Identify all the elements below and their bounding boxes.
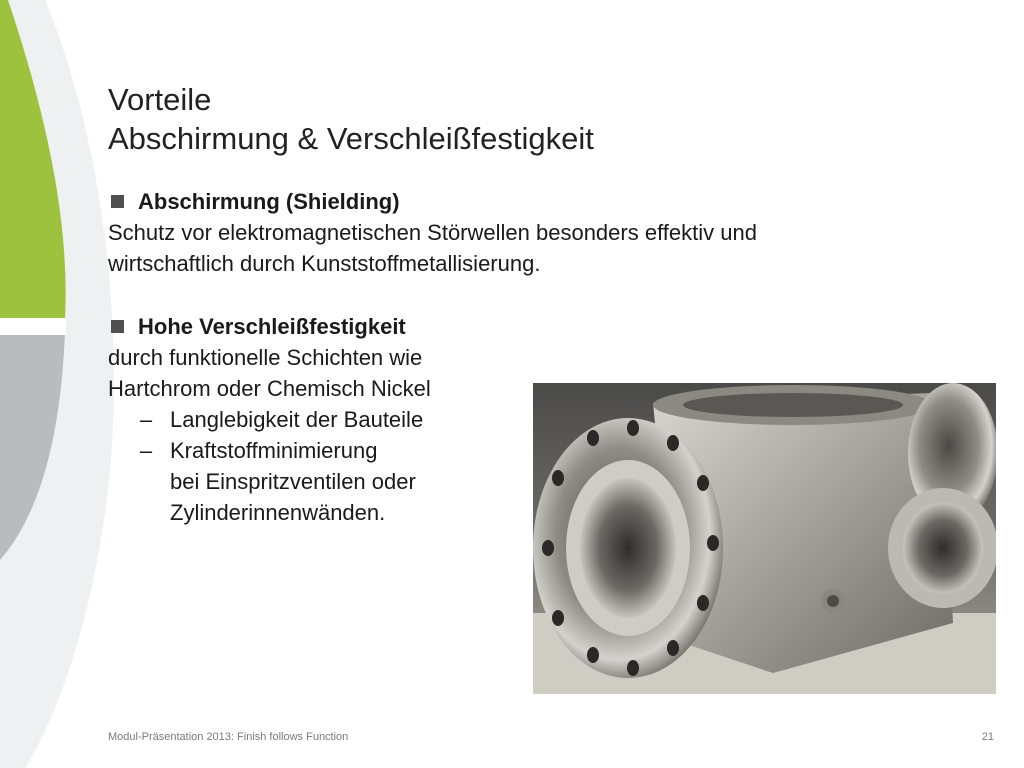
section-wear-line-2: Hartchrom oder Chemisch Nickel xyxy=(108,376,431,401)
sub-item-text: Kraftstoffminimierung xyxy=(170,438,378,463)
slide-title xyxy=(108,80,594,158)
footer-page-number: 21 xyxy=(981,731,994,743)
section-shielding-heading-text: Abschirmung (Shielding) xyxy=(138,189,400,214)
section-wear-heading-text: Hohe Verschleißfestigkeit xyxy=(138,314,406,339)
steel-valve-housing-photo xyxy=(533,383,996,694)
title-line-2: Abschirmung & Verschleißfestigkeit xyxy=(108,121,594,156)
section-wear-heading xyxy=(108,311,888,342)
footer-presentation-title: Modul-Präsentation 2013: Finish follows Function xyxy=(108,731,349,743)
sub-item-continuation-2: Zylinderinnenwänden. xyxy=(170,500,386,525)
section-wear-line-1: durch funktionelle Schichten wie xyxy=(108,345,423,370)
title-line-1: Vorteile xyxy=(108,82,212,117)
dash-bullet-icon: – xyxy=(139,438,153,463)
square-bullet-icon xyxy=(111,320,124,333)
white-gap-arc xyxy=(0,318,66,335)
section-shielding-line-2: wirtschaftlich durch Kunststoffmetallisierung. xyxy=(108,251,541,276)
section-shielding-line-1: Schutz vor elektromagnetischen Störwellen besonders effektiv und xyxy=(108,220,757,245)
sub-item-text: Langlebigkeit der Bauteile xyxy=(170,407,424,432)
sub-item-continuation-1: bei Einspritzventilen oder xyxy=(170,469,416,494)
square-bullet-icon xyxy=(111,195,124,208)
dash-bullet-icon: – xyxy=(139,407,153,432)
section-shielding-heading xyxy=(108,186,888,217)
